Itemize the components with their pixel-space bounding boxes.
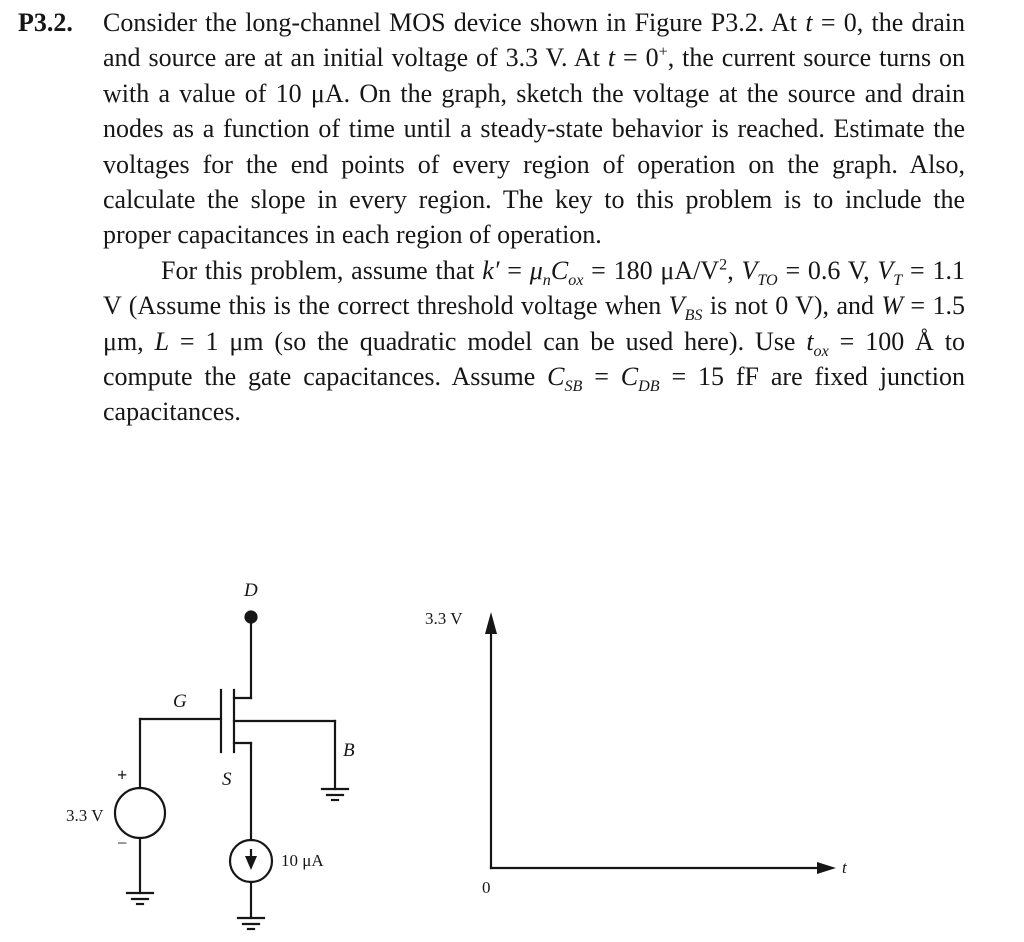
voltage-source-circle — [115, 788, 165, 838]
text-run: = 1.1 V (Assume this is the correct threshold voltage when — [103, 255, 965, 321]
subscript: DB — [638, 378, 660, 396]
current-arrow-icon — [245, 856, 257, 870]
label-s: S — [222, 769, 232, 790]
vsource-value: 3.3 V — [66, 806, 104, 825]
var-mu: μ — [529, 255, 543, 285]
text-run: = 15 fF are fixed junction capacitances. — [103, 362, 965, 427]
subscript: ox — [813, 342, 829, 360]
superscript: 2 — [719, 256, 728, 274]
label-d: D — [244, 580, 258, 601]
text-run: = 0, the drain and source are at an initial voltage of 3.3 V. At — [103, 8, 965, 73]
subscript: ox — [568, 272, 584, 290]
graph-x-label: t — [842, 858, 847, 877]
problem-number: P3.2. — [18, 8, 73, 37]
var-t: t — [805, 8, 813, 37]
var-w: W — [881, 291, 904, 321]
var-c: C — [620, 362, 639, 392]
var-c: C — [550, 255, 569, 285]
subscript: n — [542, 272, 551, 290]
var-c: C — [547, 362, 565, 392]
text-run: = 0.6 V, — [777, 255, 878, 285]
label-g: G — [173, 691, 187, 712]
text-run: = 1 μm (so the quadratic model can be used here). Use — [169, 326, 807, 356]
var-v: V — [877, 255, 894, 285]
vsource-minus: − — [117, 833, 128, 853]
text-run: = 180 μA/V — [583, 255, 720, 285]
var-v: V — [668, 291, 685, 321]
text-run: , — [727, 255, 742, 285]
text-run: Consider the long-channel MOS device shown in Figure P3.2. At — [103, 8, 806, 37]
text-run: = — [499, 255, 530, 285]
isource-value: 10 μA — [281, 851, 324, 870]
label-b: B — [343, 740, 355, 761]
subscript: SB — [564, 378, 583, 396]
subscript: BS — [684, 307, 703, 325]
vsource-plus: + — [117, 765, 128, 785]
graph-origin-label: 0 — [482, 878, 491, 897]
superscript: + — [658, 43, 668, 61]
text-run: = — [582, 362, 621, 392]
var-v: V — [741, 255, 758, 285]
var-t: t — [607, 43, 616, 73]
text-run: is not 0 V), and — [702, 291, 882, 321]
var-l: L — [154, 326, 170, 356]
text-run: = 1.5 μm, — [103, 291, 965, 356]
y-axis-arrow-icon — [485, 612, 497, 634]
var-k: k′ — [482, 255, 500, 285]
text-run: For this problem, assume that — [161, 255, 483, 285]
text-run: , the current source turns on with a value of 10 μA. On the graph, sketch the voltage at the source and drain nodes as a function of time until a steady-state behavior is reached. Estimate the voltages for the end points of every region of operation on the graph. Also, calculate the slope in every region. The key to this problem is to include the proper capacitances in each region of operation. — [103, 43, 965, 250]
graph-y-label: 3.3 V — [425, 609, 463, 628]
text-run: = 0 — [615, 43, 659, 73]
subscript: T — [893, 272, 903, 290]
x-axis-arrow-icon — [817, 862, 836, 874]
var-t: t — [806, 326, 814, 356]
text-run: = 100 Å to compute the gate capacitances. Assume — [103, 326, 965, 392]
subscript: TO — [757, 272, 778, 290]
